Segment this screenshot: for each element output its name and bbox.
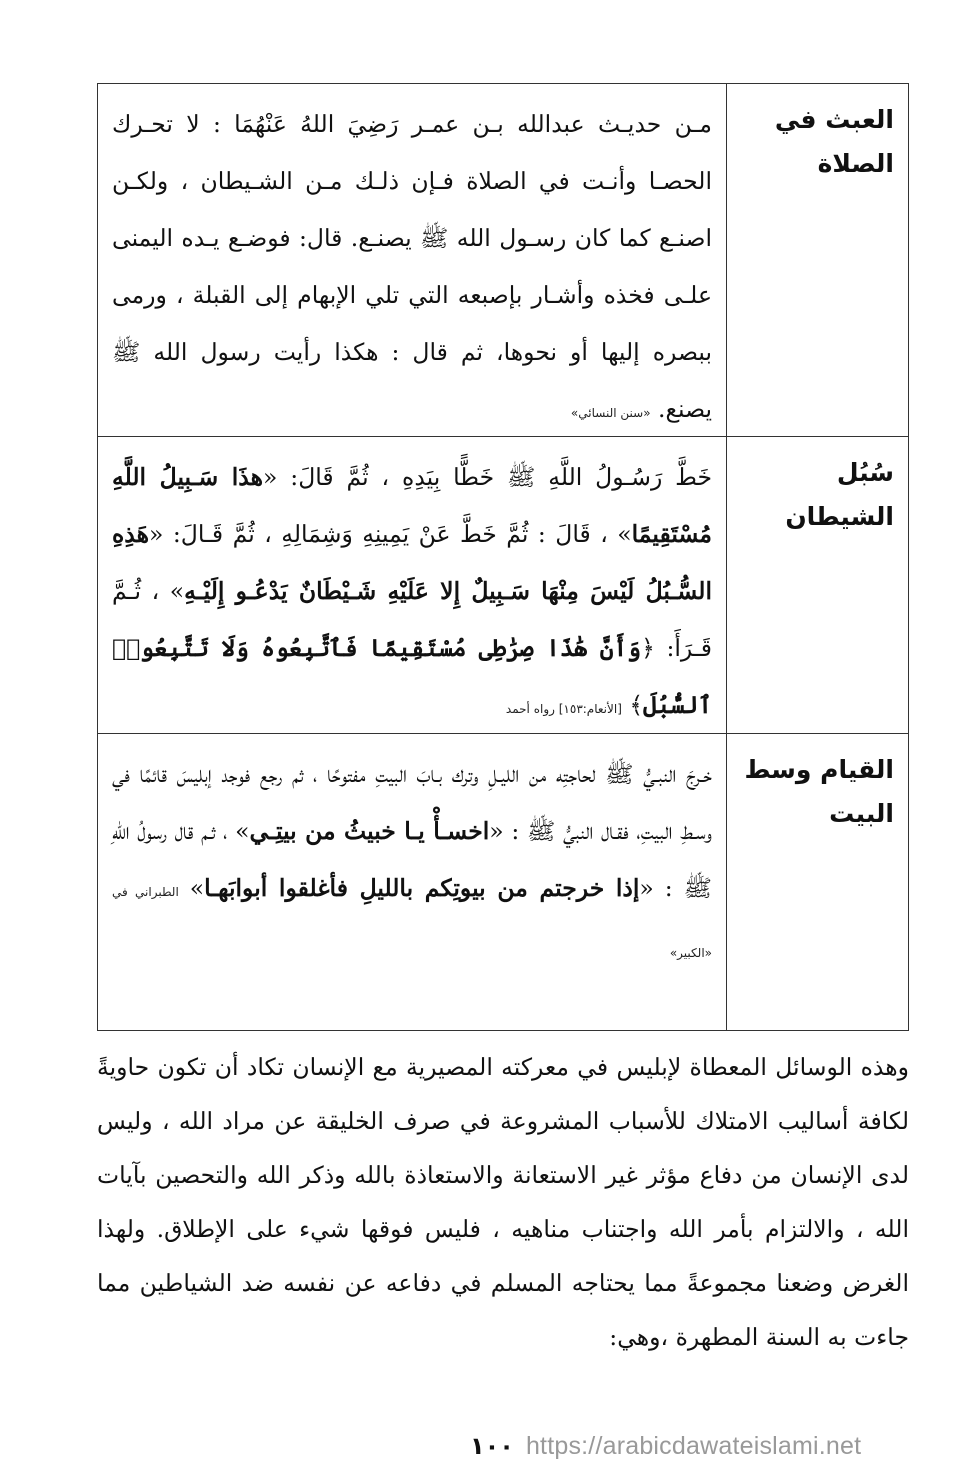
row-label: القيام وسط البيت — [726, 734, 908, 1030]
hadith-text: » — [178, 874, 205, 902]
hadith-text: خَطَّ رَسُـولُ اللَّهِ ﷺ خَطًّا بِيَدِهِ ، ثُمَّ قَالَ: « — [263, 463, 712, 491]
row-label: سُبُل الشيطان — [726, 437, 908, 733]
body-paragraph: وهذه الوسائل المعطاة لإبليس في معركته المصيرية مع الإنسان تكاد أن تكون حاويةً لكافة أساليب الامتلاك للأسباب المشروعة في صرف الخليقة عن مراد الله ، وليس لدى الإنسان من دفاع مؤثر غير الاستعانة والاستعاذة بالله وذكر الله والتحصين بآيات الله ، والالتزام بأمر الله واجتناب مناهيه ، فليس فوقها شيء على الإطلاق. ولهذا الغرض وضعنا مجموعةً مما يحتاجه المسلم في دفاعه عن نفسه ضد الشياطين مما جاءت به السنة المطهرة ،وهي: — [97, 1053, 909, 1351]
hadith-text: ﴾ — [621, 691, 644, 719]
hadith-quote: إذا خرجتم من بيوتِكم بالليلِ فأغلقوا أبوابَهـا — [204, 874, 640, 902]
hadith-text: » ، ثـم قال رسولُ اللهِ ﷺ : « — [112, 817, 712, 902]
hadith-text: مـن حديـث عبدالله بـن عمـر رَضِيَ اللهُ عَنْهُمَا : لا تحـرك الحصـا وأنـت في الصلاة فـإن ذلـك مـن الشـيطان ، ولكـن اصنـع كما كان رسـول الله ﷺ يصنـع. قال: فوضـع يـده اليمنى علـى فخذه وأشـار بإصبعه التي تلي الإبهام إلى القبلة ، ورمى ببصره إليها أو نحوها، ثم قال : هكذا رأيت رسول الله ﷺ يصنع. — [112, 110, 712, 423]
hadith-table — [97, 83, 909, 1031]
quran-verse: وَأَنَّ هَٰذَا صِرَٰطِى مُسْتَقِيمًا فَٱتَّبِعُوهُ وَلَا تَتَّبِعُوا۟ ٱلسُّبُلَ — [112, 634, 712, 719]
hadith-reference: [الأنعام:١٥٣] رواه أحمد — [505, 702, 622, 716]
table-row — [98, 734, 908, 1030]
hadith-quote: اخسـأْ يـا خبيثُ من بيتِـي — [249, 817, 490, 845]
hadith-text: » ، ثُـمَّ قَـرَأَ: ﴿ — [112, 577, 712, 662]
hadith-text: خـرجَ النبـيُّ ﷺ لحاجتِه من الليـلِ وترك بـابَ البيتِ مفتوحًا ، ثم رجع فوجد إبليسَ قائمًا في وسـطِ البيتِ، فقـال النبيُّ ﷺ : « — [112, 760, 712, 845]
hadith-reference: الطبراني في «الكبير» — [112, 885, 712, 960]
page-footer — [470, 1428, 910, 1464]
row-content — [98, 84, 726, 436]
table-row — [98, 84, 908, 437]
hadith-reference: «سنن النسائي» — [570, 406, 651, 420]
row-content — [98, 437, 726, 733]
hadith-text: » ، قَالَ : ثُمَّ خَطَّ عَنْ يَمِينِهِ وَشِمَالِهِ ، ثُمَّ قَـالَ: « — [149, 520, 632, 548]
row-content — [98, 734, 726, 1030]
row-label: العبث في الصلاة — [726, 84, 908, 436]
hadith-quote: هذَا سَـبِيلُ اللَّهِ مُسْتَقِيمًا — [112, 463, 712, 548]
website-url[interactable]: https://arabicdawateislami.net — [525, 1431, 862, 1460]
table-row — [98, 437, 908, 734]
page-number: ١٠٠ — [470, 1432, 514, 1460]
hadith-quote: هَذِهِ السُّـبُلُ لَيْسَ مِنْهَا سَـبِيلٌ إِلا عَلَيْهِ شَـيْطَانٌ يَدْعُـو إِلَيْـهِ — [112, 520, 713, 605]
